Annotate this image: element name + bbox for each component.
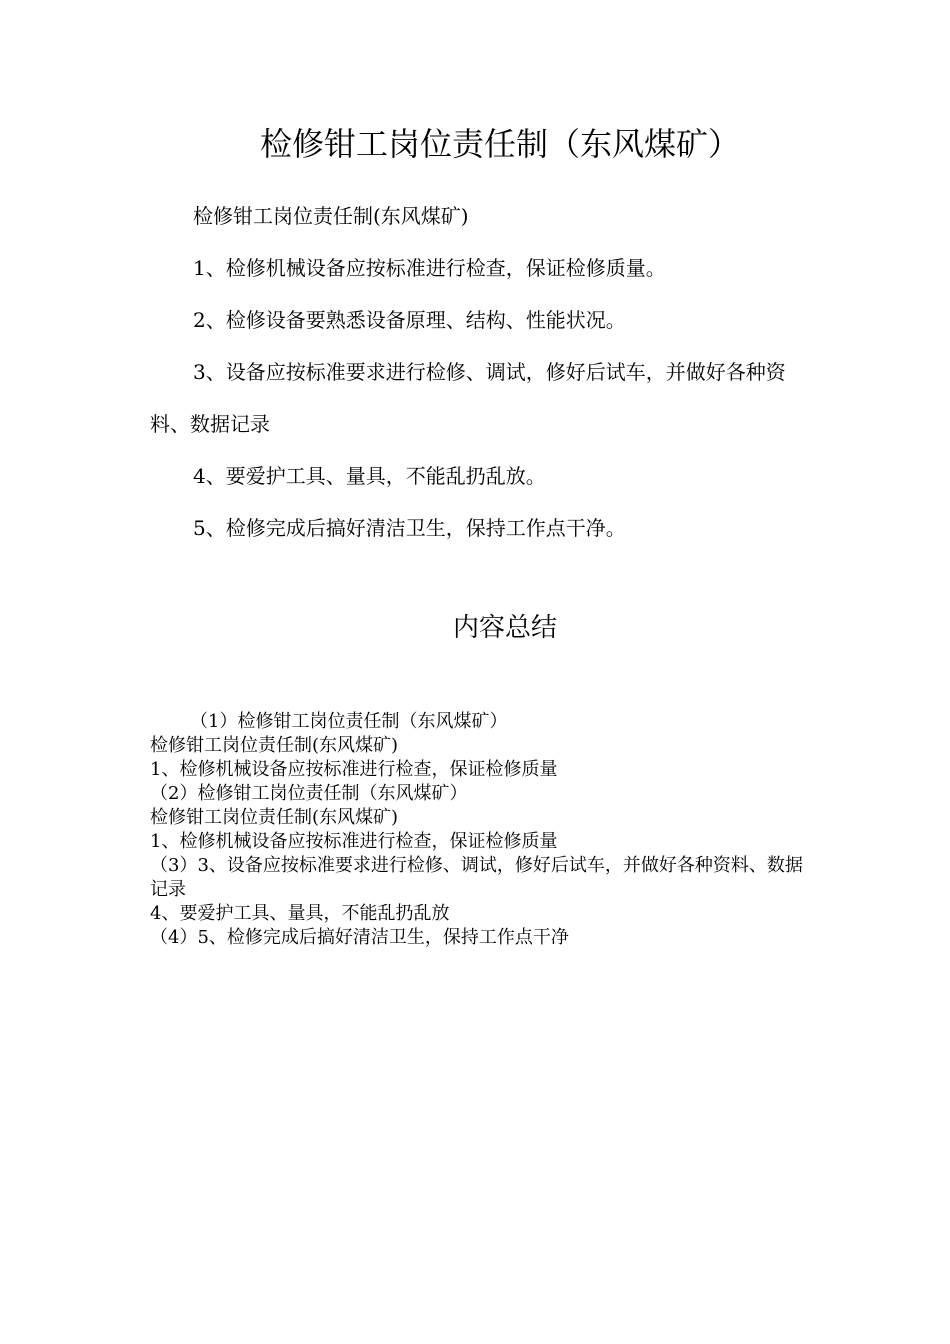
summary-line: 检修钳工岗位责任制(东风煤矿) [150, 807, 399, 828]
summary-line: （4）5、检修完成后搞好清洁卫生，保持工作点干净 [150, 927, 569, 948]
summary-line: 检修钳工岗位责任制(东风煤矿) [150, 735, 399, 756]
summary-line: （1）检修钳工岗位责任制（东风煤矿） [190, 711, 508, 732]
summary-line: （2）检修钳工岗位责任制（东风煤矿） [150, 783, 468, 804]
document-body [150, 190, 800, 554]
paragraph-item-4: 4、要爱护工具、量具，不能乱扔乱放。 [193, 464, 546, 488]
summary-line: 4、要爱护工具、量具，不能乱扔乱放 [150, 903, 450, 924]
document-title: 检修钳工岗位责任制（东风煤矿） [259, 125, 740, 163]
paragraph-item-3: 3、设备应按标准要求进行检修、调试，修好后试车，并做好各种资料、数据记录 [150, 360, 786, 436]
summary-line: 1、检修机械设备应按标准进行检查，保证检修质量 [150, 759, 558, 780]
paragraph-item-5: 5、检修完成后搞好清洁卫生，保持工作点干净。 [193, 516, 626, 540]
summary-line: （3）3、设备应按标准要求进行检修、调试，修好后试车，并做好各种资料、数据记录 [150, 855, 803, 900]
summary-line: 1、检修机械设备应按标准进行检查，保证检修质量 [150, 831, 558, 852]
paragraph-heading: 检修钳工岗位责任制(东风煤矿) [193, 204, 469, 228]
paragraph-item-1: 1、检修机械设备应按标准进行检查，保证检修质量。 [193, 256, 666, 280]
paragraph-item-2: 2、检修设备要熟悉设备原理、结构、性能状况。 [193, 308, 626, 332]
summary-body [150, 710, 810, 950]
summary-heading: 内容总结 [452, 613, 557, 643]
